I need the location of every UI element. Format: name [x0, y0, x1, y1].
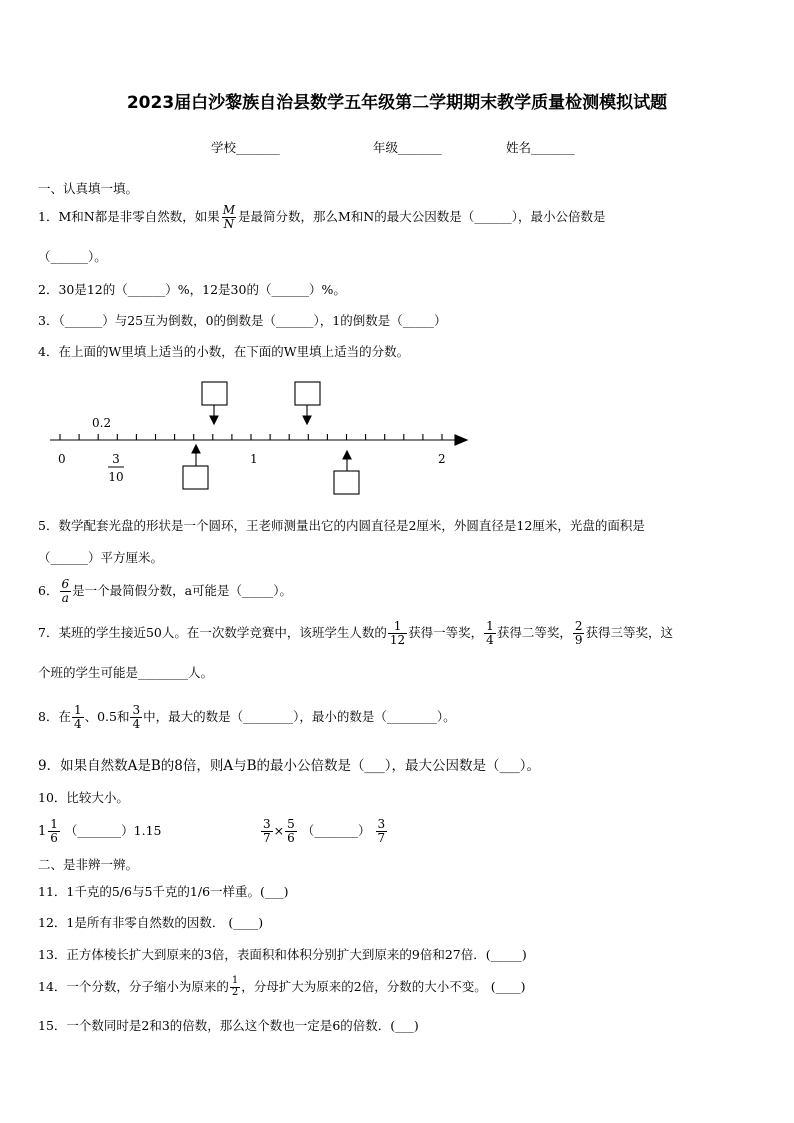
q7-fraction-2-denominator: 4 — [486, 632, 494, 647]
question-5: 5．数学配套光盘的形状是一个圆环，王老师测量出它的内圆直径是2厘米，外圆直径是12厘米，光盘的面积是 — [38, 518, 645, 533]
q10-fraction-4-numerator: 3 — [377, 817, 386, 831]
q1-text-c: （______）。 — [38, 249, 107, 264]
arrow-bottom-1-head — [192, 445, 200, 453]
q8-text-c: 中，最大的数是（________），最小的数是（________）。 — [143, 708, 456, 724]
q7-text-c: 获得二等奖， — [496, 624, 572, 640]
q7-fraction-1 — [388, 620, 407, 646]
question-4: 4．在上面的W里填上适当的小数，在下面的W里填上适当的分数。 — [38, 344, 410, 359]
q8-fraction-2 — [130, 704, 142, 730]
q7-fraction-2 — [484, 620, 496, 646]
q6-fraction-denominator: a — [61, 590, 69, 605]
label-0-2: 0.2 — [92, 416, 112, 430]
question-2: 2．30是12的（______）%，12是30的（______）%。 — [38, 282, 346, 297]
q14-text-b: ，分母扩大为原来的2倍，分数的大小不变。 (____) — [241, 978, 526, 994]
q10-compare-1 — [38, 818, 162, 844]
label-0: 0 — [58, 452, 66, 466]
q10-fraction-3-numerator: 5 — [287, 817, 295, 831]
q6-fraction-numerator: 6 — [61, 577, 70, 591]
section-1-heading: 一、认真填一填。 — [38, 181, 139, 196]
arrow-top-1-head — [210, 416, 218, 424]
answer-box-bottom-1[interactable] — [183, 466, 208, 489]
q8-fraction-2-numerator: 3 — [132, 703, 141, 717]
q7-text-e: 个班的学生可能是________人。 — [38, 665, 214, 680]
q10-mixed-number — [38, 818, 61, 844]
q1-fraction — [221, 204, 237, 230]
section-2-heading: 二、是非辨一辨。 — [38, 857, 139, 872]
question-8 — [38, 704, 456, 730]
question-1 — [38, 204, 606, 230]
q1-text-a: 1．M和N都是非零自然数，如果 — [38, 208, 220, 224]
name-field[interactable]: 姓名_______ — [506, 140, 575, 155]
question-3: 3．（______）与25互为倒数，0的倒数是（______），1的倒数是（_____） — [38, 313, 447, 328]
number-line-arrow — [455, 435, 467, 445]
question-15: 15．一个数同时是2和3的倍数，那么这个数也一定是6的倍数．(___) — [38, 1018, 419, 1033]
q10-fraction-2 — [261, 818, 273, 844]
question-11: 11．1千克的5/6与5千克的1/6一样重。(___) — [38, 884, 289, 899]
question-9: 9．如果自然数A是B的8倍，则A与B的最小公倍数是（___），最大公因数是（___）。 — [38, 758, 541, 774]
answer-box-bottom-2[interactable] — [334, 471, 359, 494]
q10-fraction-1-denominator: 6 — [50, 830, 58, 845]
answer-box-top-2[interactable] — [295, 382, 320, 405]
q1-fraction-numerator: M — [222, 203, 235, 217]
page-title: 2023届白沙黎族自治县数学五年级第二学期期末教学质量检测模拟试题 — [126, 93, 668, 113]
q10-fraction-3 — [285, 818, 297, 844]
question-10: 10．比较大小。 — [38, 790, 129, 805]
arrow-bottom-2-head — [343, 451, 351, 459]
q10-fraction-1-numerator: 1 — [50, 817, 58, 831]
q8-fraction-1-numerator: 1 — [73, 703, 82, 717]
question-14 — [38, 976, 525, 998]
q7-text-d: 获得三等奖，这 — [585, 624, 673, 640]
q10-fraction-1 — [48, 818, 60, 844]
q14-fraction-denominator: 2 — [231, 986, 239, 998]
label-fraction-denominator: 10 — [108, 470, 124, 484]
q8-fraction-2-denominator: 4 — [132, 716, 141, 731]
label-fraction-numerator: 3 — [112, 452, 120, 466]
q6-text: 是一个最简假分数，a可能是（_____）。 — [72, 582, 293, 598]
q7-fraction-1-denominator: 12 — [389, 632, 406, 647]
q10-fraction-2-numerator: 3 — [263, 817, 271, 831]
q7-fraction-3 — [573, 620, 585, 646]
q7-fraction-1-numerator: 1 — [393, 619, 402, 633]
q10-blank-1[interactable]: （_______）1.15 — [64, 822, 162, 838]
q5-text-b: （______）平方厘米。 — [38, 550, 164, 565]
label-1: 1 — [250, 452, 258, 466]
q6-number: 6． — [38, 582, 59, 598]
q10-fraction-4-denominator: 7 — [377, 830, 386, 845]
arrow-top-2-head — [303, 416, 311, 424]
q10-fraction-4 — [376, 818, 388, 844]
grade-field[interactable]: 年级_______ — [373, 140, 442, 155]
q10-fraction-3-denominator: 6 — [287, 830, 295, 845]
question-13: 13．正方体棱长扩大到原来的3倍，表面积和体积分别扩大到原来的9倍和27倍．(_____) — [38, 947, 527, 962]
q10-fraction-2-denominator: 7 — [263, 830, 271, 845]
label-2: 2 — [438, 452, 446, 466]
q10-whole: 1 — [38, 823, 47, 839]
q10-compare-2 — [260, 818, 388, 844]
q8-text-b: 、0.5和 — [84, 708, 130, 724]
q6-fraction — [59, 578, 71, 604]
q8-fraction-1-denominator: 4 — [73, 716, 82, 731]
question-6 — [38, 578, 292, 604]
school-field[interactable]: 学校_______ — [211, 140, 280, 155]
q7-fraction-3-denominator: 9 — [574, 632, 583, 647]
q1-fraction-denominator: N — [223, 216, 235, 231]
q14-text-a: 14．一个分数，分子缩小为原来的 — [38, 978, 229, 994]
answer-box-top-1[interactable] — [202, 382, 227, 405]
q10-blank-2[interactable]: （_______） — [301, 822, 371, 838]
q1-text-b: 是最简分数，那么M和N的最大公因数是（______），最小公倍数是 — [238, 208, 606, 224]
number-line — [45, 375, 475, 500]
question-7 — [38, 620, 673, 646]
q7-fraction-3-numerator: 2 — [574, 619, 583, 633]
q8-fraction-1 — [72, 704, 84, 730]
q10-times-sign: × — [273, 822, 285, 838]
q7-text-a: 7．某班的学生接近50人。在一次数学竞赛中，该班学生人数的 — [38, 624, 387, 640]
question-12: 12．1是所有非零自然数的因数． (____) — [38, 915, 264, 930]
q7-fraction-2-numerator: 1 — [486, 619, 494, 633]
q14-fraction-numerator: 1 — [231, 975, 239, 986]
q8-text-a: 8．在 — [38, 708, 71, 724]
q7-text-b: 获得一等奖， — [408, 624, 484, 640]
q14-fraction — [230, 976, 240, 998]
